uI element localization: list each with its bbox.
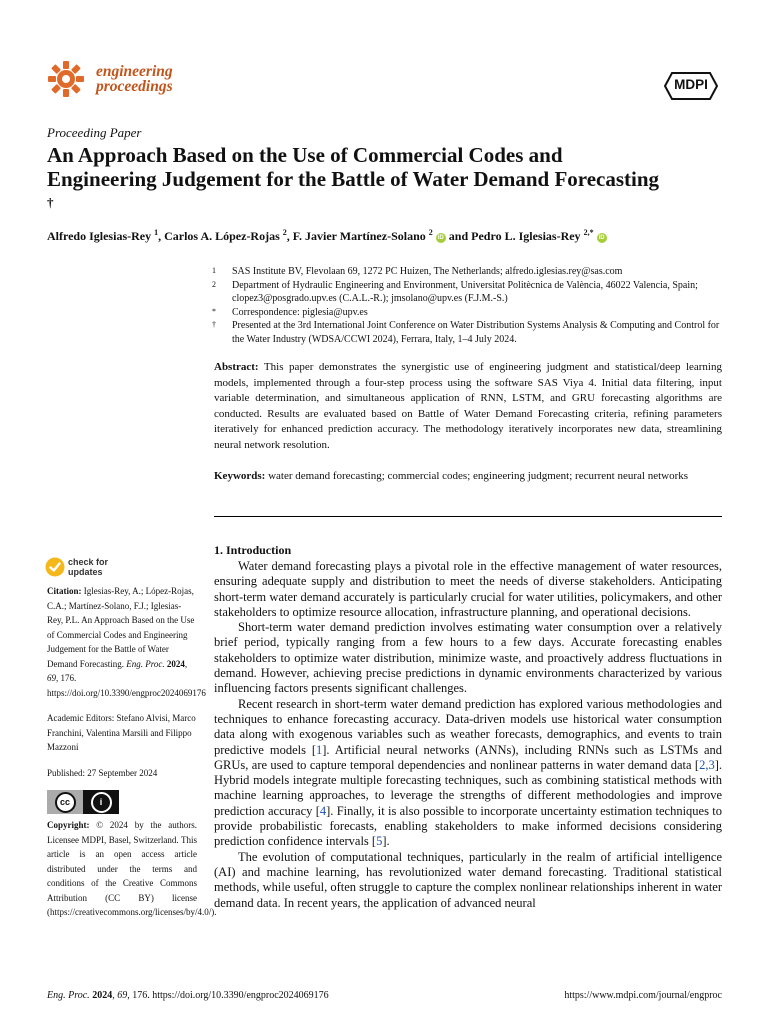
author-affiliation-mark: 1 bbox=[154, 228, 159, 237]
affiliation-text: Department of Hydraulic Engineering and Environment, Universitat Politècnica de València, 46022 Valencia, Spain; clopez3@posgrado.upv.es (C.A.L.-R.); jmsolano@upv.es (F.J.M.-S.) bbox=[232, 279, 698, 304]
affiliation-item bbox=[212, 265, 727, 279]
affiliations bbox=[212, 265, 727, 346]
body-text: Recent research in short-term water demand prediction has explored various methodologies and techniques to enhance forecasting accuracy. Data-driven models use historical water consumption data along with exogenous variables such as weather forecasts, demographics, and events to train predictive models [ bbox=[214, 696, 722, 757]
citation-text: Iglesias-Rey, A.; López-Rojas, C.A.; Martínez-Solano, F.J.; Iglesias-Rey, P.L. An Approach Based on the Use of Commercial Codes and Engineering Judgement for the Battle of Water Demand Forecasting. bbox=[47, 586, 195, 669]
reference-link[interactable]: 5 bbox=[376, 834, 383, 849]
orcid-icon[interactable]: iD bbox=[437, 235, 444, 241]
author-separator: , bbox=[158, 229, 165, 243]
orcid-icon[interactable]: iD bbox=[598, 235, 605, 241]
journal-name bbox=[96, 64, 173, 94]
copyright-notice bbox=[47, 818, 217, 920]
reference-link[interactable]: 2,3 bbox=[699, 757, 715, 772]
abstract bbox=[214, 360, 722, 454]
paper-title-text: An Approach Based on the Use of Commercial Codes and Engineering Judgement for the Battle of Water Demand Forecasting bbox=[47, 143, 660, 191]
footer-doi: , 176. https://doi.org/10.3390/engproc2024069176 bbox=[127, 990, 329, 1001]
citation-label: Citation: bbox=[47, 586, 82, 596]
check-for-updates-label[interactable] bbox=[68, 558, 108, 577]
body-text: Water demand forecasting plays a pivotal role in the effective management of water resources, ensuring adequate supply and distribution to meet the needs of diverse stakeholders. Anticipating short-term water demand accurately is particularly crucial for water utilities, policymakers, and other stakeholders to optimize resource allocation, infrastructure planning, and operational decisions. bbox=[214, 559, 722, 619]
paper-title bbox=[47, 143, 667, 220]
abstract-text: This paper demonstrates the synergistic use of engineering judgment and statistical/deep learning models, implemented through a four-step process using the software SAS Viya 4. Initial data filtering, input variable determination, and simultaneous application of RNN, LSTM, and GRU forecasting algorithms are conducted. Results are evaluated based on Battle of Water Demand Forecasting criteria, refining parameters iteratively for enhanced prediction accuracy. The methodology iteratively incorporates new data, streamlining neural network resolution. bbox=[214, 361, 722, 451]
body-text: ]. bbox=[382, 834, 390, 849]
journal-name-line2: proceedings bbox=[96, 78, 173, 95]
reference-link[interactable]: 1 bbox=[316, 742, 323, 757]
affiliation-text: Correspondence: piglesia@upv.es bbox=[232, 306, 368, 318]
affiliation-item bbox=[212, 306, 727, 320]
journal-logo-icon bbox=[47, 60, 85, 98]
author-separator: , bbox=[286, 229, 293, 243]
journal-name-line1: engineering bbox=[96, 63, 173, 80]
affiliation-mark: * bbox=[212, 306, 216, 316]
keywords-text: water demand forecasting; commercial codes; engineering judgment; recurrent neural networks bbox=[268, 470, 689, 482]
body-text: ]. Artificial neural networks (ANNs), including RNNs such as LSTMs and GRUs, are used to capture temporal dependencies and nonlinear patterns in water demand data [ bbox=[214, 742, 722, 772]
publisher-logo[interactable] bbox=[664, 72, 718, 105]
author-affiliation-mark: 2,* bbox=[583, 228, 594, 237]
author-separator: and bbox=[445, 229, 472, 243]
affiliation-text: Presented at the 3rd International Joint Conference on Water Distribution Systems Analysis & Computing and Control for the Water Industry (WDSA/CCWI 2024), Ferrara, Italy, 1–4 July 2024. bbox=[232, 320, 720, 345]
keywords bbox=[214, 469, 722, 485]
body-text: Short-term water demand prediction involves estimating water consumption over a relatively brief period, typically ranging from a few hours to a few days. Accurate forecasting enables stakeholders to optimize water distribution, minimize waste, and proactively address fluctuations in demand. However, achieving precise predictions in dynamic environments characterized by various influencing factors presents significant challenges. bbox=[214, 620, 722, 696]
body-text: ]. Finally, it is also possible to incorporate uncertainty estimation techniques to provide probabilistic forecasts, enabling stakeholders to make informed decisions considering prediction confidence intervals [ bbox=[214, 803, 722, 849]
body-paragraph bbox=[214, 697, 722, 850]
body-paragraph bbox=[214, 559, 722, 620]
citation: Citation: Iglesias-Rey, A.; López-Rojas, C.A.; Martínez-Solano, F.J.; Iglesias-Rey, P.L. An Approach Based on the Use of Commercial Codes and Engineering Judgement for the Battle of Water Demand Forecasting. Eng. Proc. 2024, 69, 176. https://doi.org/10.3390/engproc2024069176 bbox=[47, 586, 206, 698]
footer-year: 2024 bbox=[92, 990, 113, 1001]
by-person-icon: i bbox=[91, 792, 112, 813]
reference-link[interactable]: 4 bbox=[319, 803, 327, 818]
affiliation-mark: 1 bbox=[212, 266, 216, 275]
author-name[interactable]: Carlos A. López-Rojas bbox=[164, 229, 280, 243]
sidebar bbox=[47, 584, 217, 920]
check-for-updates-line2: updates bbox=[68, 566, 103, 577]
cc-icon: cc bbox=[55, 792, 76, 813]
published-date: Published: 27 September 2024 bbox=[47, 767, 158, 778]
keywords-label: Keywords: bbox=[214, 470, 266, 482]
title-footnote-mark: † bbox=[47, 195, 54, 210]
author-name[interactable]: Alfredo Iglesias-Rey bbox=[47, 229, 152, 243]
citation-year: 2024 bbox=[166, 658, 185, 669]
author-list bbox=[47, 228, 737, 244]
copyright-text: © 2024 by the authors. Licensee MDPI, Basel, Switzerland. This article is an open access article distributed under the terms and conditions of the Creative Commons Attribution (CC BY) license (https://creativecommons.org/licenses/by/4.0/). bbox=[47, 820, 217, 917]
footer-citation: Eng. Proc. 2024, 69, 176. https://doi.org/10.3390/engproc2024069176 bbox=[47, 990, 329, 1001]
body-text: ]. Hybrid models integrate multiple forecasting techniques, such as combining statistical methods with machine learning approaches, to leverage the strengths of different methodologies and improve prediction accuracy [ bbox=[214, 757, 722, 818]
affiliation-mark: † bbox=[212, 320, 216, 329]
affiliation-mark: 2 bbox=[212, 279, 216, 289]
footer-volume: 69 bbox=[117, 990, 128, 1001]
affiliation-item bbox=[212, 279, 727, 306]
citation-journal: Eng. Proc. bbox=[126, 658, 165, 669]
footer bbox=[47, 990, 722, 1001]
author-name[interactable]: Pedro L. Iglesias-Rey bbox=[471, 229, 581, 243]
body-text: The evolution of computational techniques, particularly in the realm of artificial intelligence (AI) and machine learning, has revolutionized water demand forecasting. Traditional statistical methods, while useful, often struggle to capture the complex nonlinear relationships inherent in water demand data. In recent years, the application of advanced neural bbox=[214, 849, 722, 910]
academic-editors: Academic Editors: Stefano Alvisi, Marco Franchini, Valentina Marsili and Filippo Mazzoni bbox=[47, 713, 196, 752]
body-paragraph bbox=[214, 620, 722, 696]
check-for-updates-line1: check for bbox=[68, 557, 109, 567]
author-affiliation-mark: 2 bbox=[282, 228, 287, 237]
body-paragraph bbox=[214, 850, 722, 911]
affiliation-item bbox=[212, 319, 727, 346]
footer-journal: Eng. Proc. bbox=[47, 990, 90, 1001]
affiliation-text: SAS Institute BV, Flevolaan 69, 1272 PC Huizen, The Netherlands; alfredo.iglesias.rey@sas.com bbox=[232, 266, 623, 277]
section-body bbox=[214, 559, 722, 911]
check-for-updates-icon[interactable] bbox=[45, 557, 65, 582]
divider bbox=[214, 516, 722, 517]
cc-by-license-badge[interactable] bbox=[47, 790, 119, 814]
publisher-logo-text: MDPI bbox=[674, 77, 708, 92]
paper-type: Proceeding Paper bbox=[47, 125, 142, 140]
footer-journal-url[interactable]: https://www.mdpi.com/journal/engproc bbox=[564, 990, 722, 1001]
author-name[interactable]: F. Javier Martínez-Solano bbox=[292, 229, 426, 243]
author-affiliation-mark: 2 bbox=[428, 228, 433, 237]
citation-volume: 69 bbox=[47, 673, 56, 683]
abstract-label: Abstract: bbox=[214, 361, 259, 373]
section-heading: 1. Introduction bbox=[214, 543, 292, 557]
citation-article: , 176. https://doi.org/10.3390/engproc2024069176 bbox=[47, 673, 206, 698]
copyright-label: Copyright: bbox=[47, 820, 90, 830]
